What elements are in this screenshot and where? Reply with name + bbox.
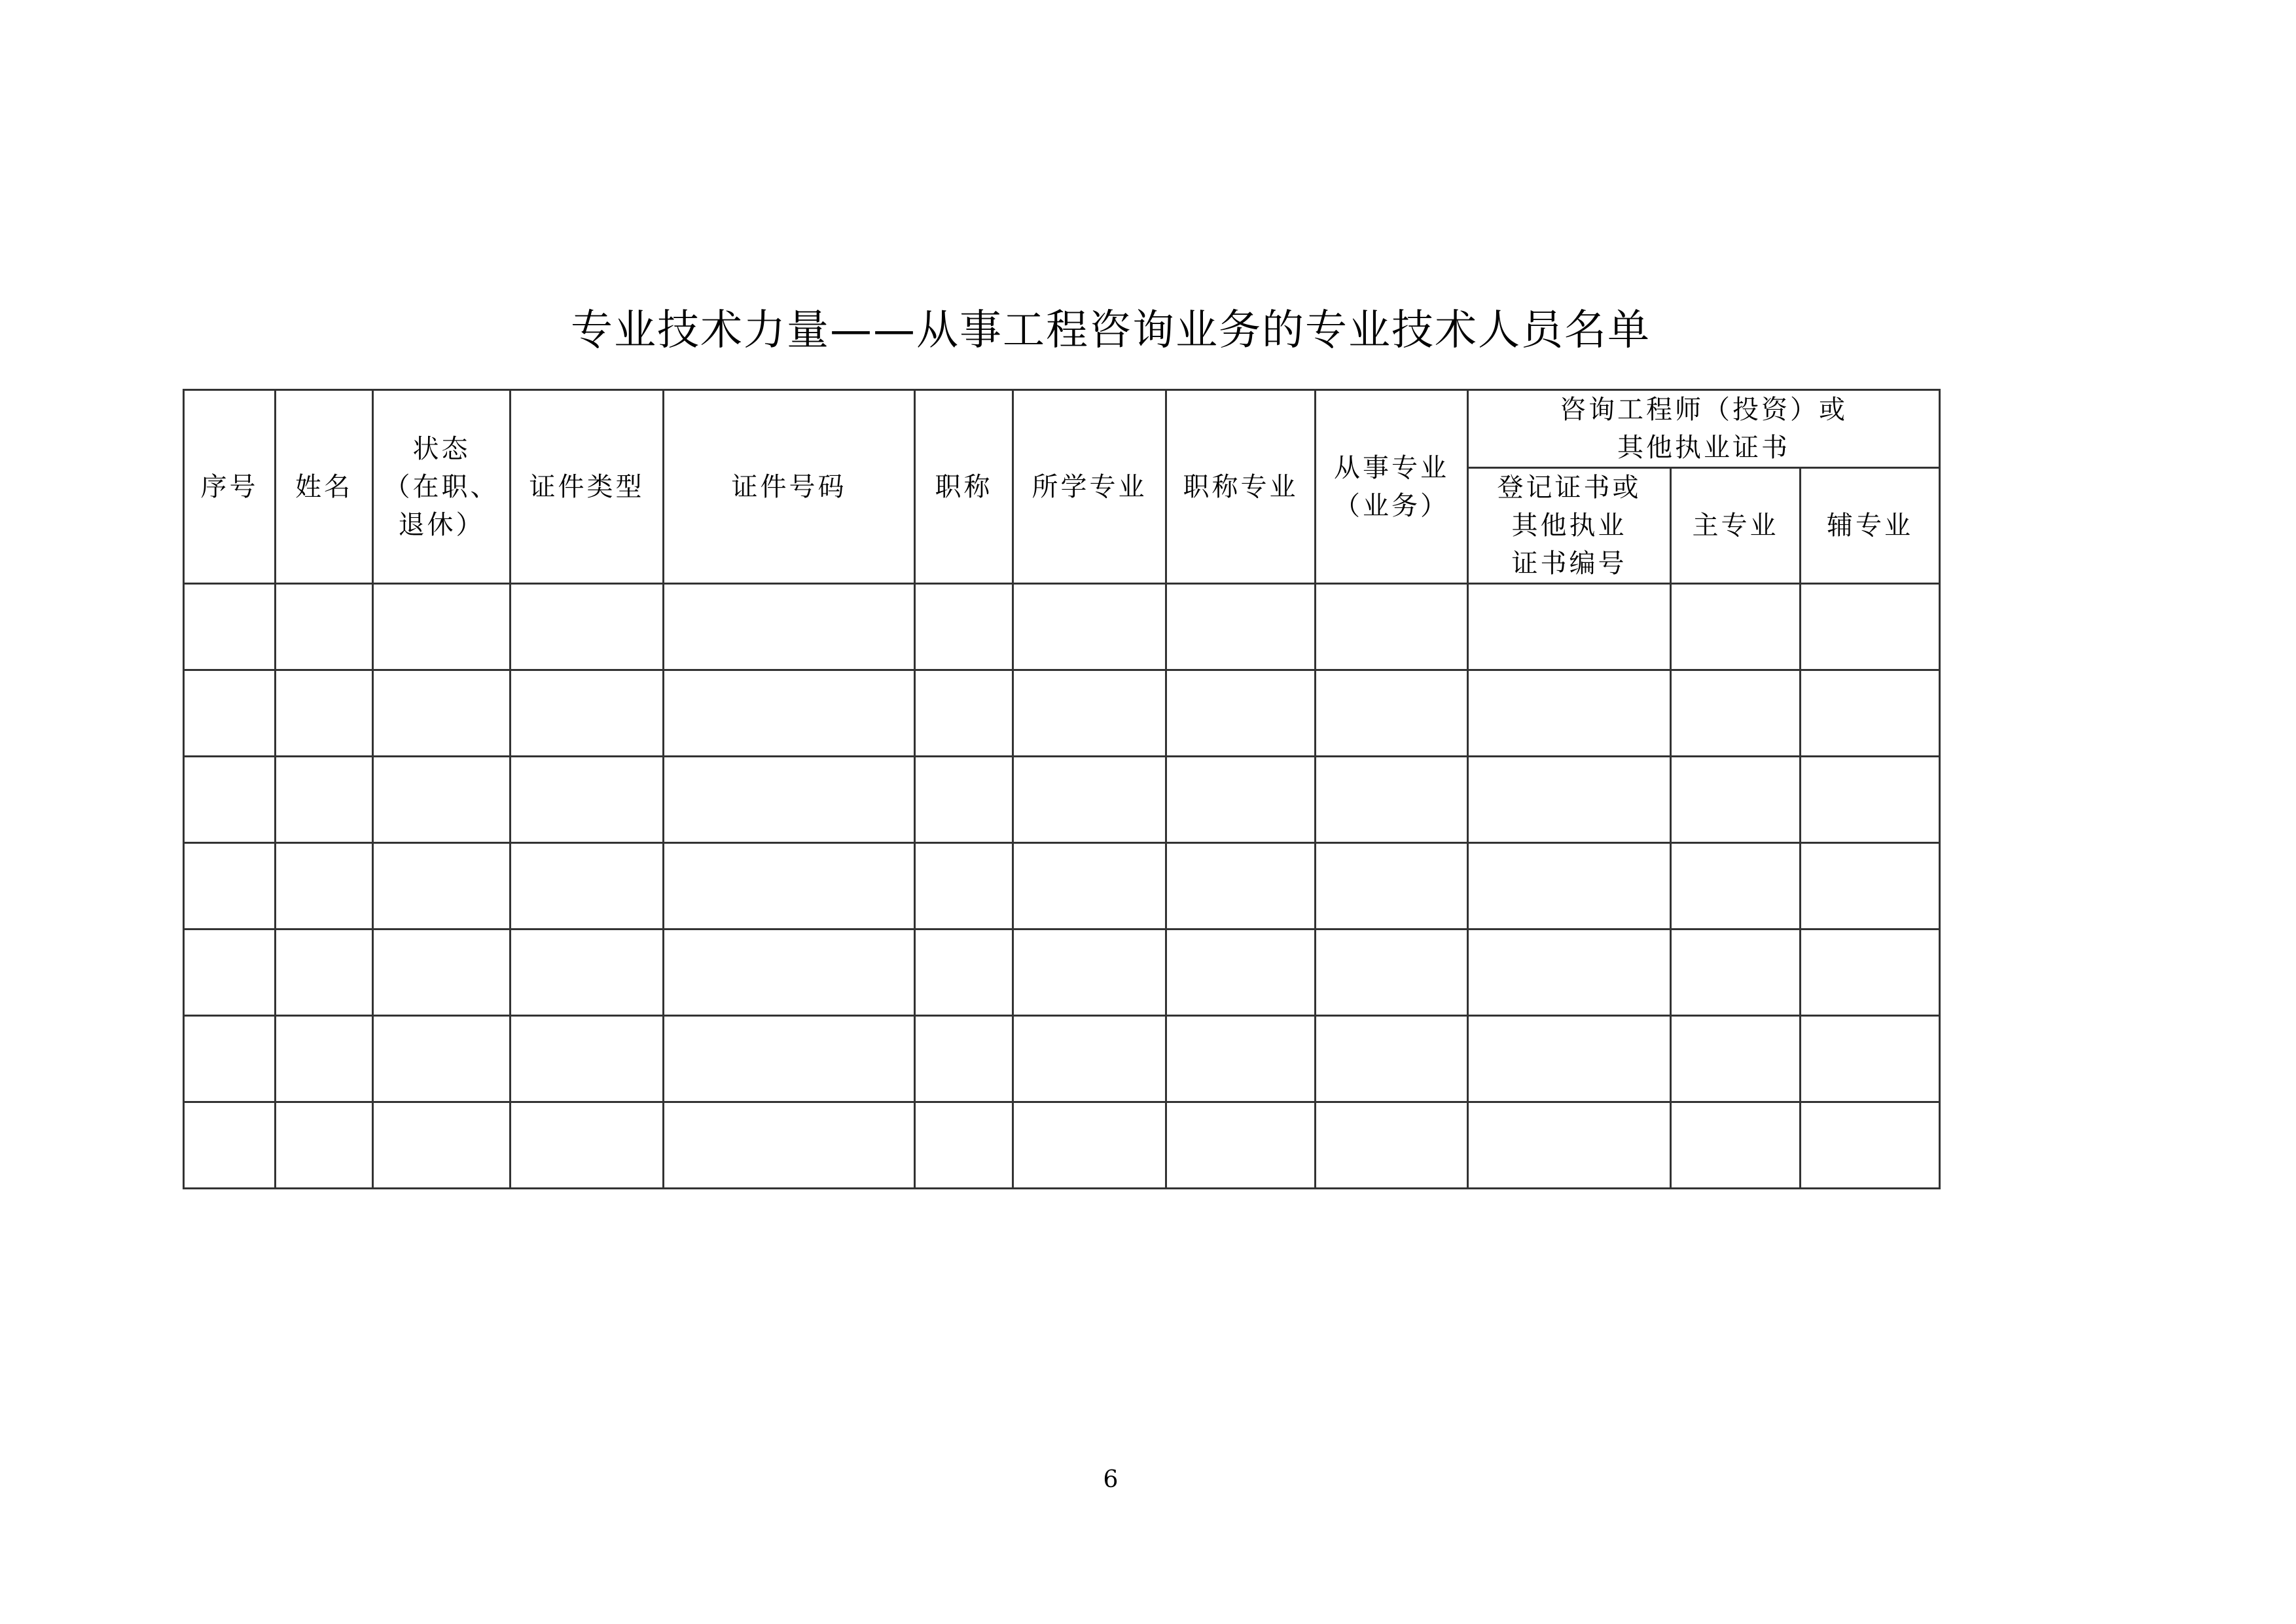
table-cell[interactable] — [1671, 1016, 1801, 1102]
table-cell[interactable] — [1013, 1016, 1166, 1102]
table-cell[interactable] — [1166, 1016, 1316, 1102]
header-practice-major-line: 从事专业 — [1334, 452, 1449, 483]
table-cell[interactable] — [184, 757, 276, 843]
table-cell[interactable] — [915, 757, 1013, 843]
table-cell[interactable] — [664, 757, 915, 843]
table-cell[interactable] — [915, 670, 1013, 757]
table-cell[interactable] — [1801, 843, 1940, 929]
table-cell[interactable] — [1468, 1102, 1671, 1189]
table-cell[interactable] — [184, 670, 276, 757]
table-cell[interactable] — [276, 670, 373, 757]
header-practice-major — [1316, 390, 1468, 584]
table-cell[interactable] — [184, 843, 276, 929]
page-title: 专业技术力量——从事工程咨询业务的专业技术人员名单 — [571, 306, 1651, 355]
table-cell[interactable] — [1013, 843, 1166, 929]
table-cell[interactable] — [1801, 1102, 1940, 1189]
table-cell[interactable] — [276, 757, 373, 843]
table-cell[interactable] — [276, 1102, 373, 1189]
table-cell[interactable] — [664, 670, 915, 757]
header-name: 姓名 — [276, 390, 373, 584]
table-cell[interactable] — [1013, 1102, 1166, 1189]
table-cell[interactable] — [1316, 584, 1468, 670]
table-cell[interactable] — [915, 1016, 1013, 1102]
header-id-number: 证件号码 — [664, 390, 915, 584]
table-cell[interactable] — [664, 843, 915, 929]
table-cell[interactable] — [1166, 1102, 1316, 1189]
table-cell[interactable] — [373, 670, 511, 757]
table-cell[interactable] — [276, 1016, 373, 1102]
table-row — [184, 670, 1940, 757]
table-cell[interactable] — [184, 929, 276, 1016]
table-row — [184, 1102, 1940, 1189]
header-cert-group — [1468, 390, 1940, 468]
table-cell[interactable] — [1801, 670, 1940, 757]
table-cell[interactable] — [915, 1102, 1013, 1189]
table-cell[interactable] — [184, 584, 276, 670]
table-cell[interactable] — [1801, 1016, 1940, 1102]
table-cell[interactable] — [1468, 1016, 1671, 1102]
table-cell[interactable] — [511, 843, 664, 929]
table-cell[interactable] — [1468, 757, 1671, 843]
table-cell[interactable] — [1013, 584, 1166, 670]
table-cell[interactable] — [1468, 843, 1671, 929]
table-cell[interactable] — [1316, 670, 1468, 757]
table-cell[interactable] — [184, 1016, 276, 1102]
table-cell[interactable] — [511, 1102, 664, 1189]
table-cell[interactable] — [1316, 757, 1468, 843]
header-cert-number-line: 证书编号 — [1511, 549, 1627, 579]
table-cell[interactable] — [915, 584, 1013, 670]
table-cell[interactable] — [664, 584, 915, 670]
table-cell[interactable] — [1671, 584, 1801, 670]
page-number: 6 — [1103, 1466, 1119, 1493]
table-cell[interactable] — [1671, 1102, 1801, 1189]
table-cell[interactable] — [1468, 584, 1671, 670]
header-title-major: 职称专业 — [1166, 390, 1316, 584]
table-row — [184, 929, 1940, 1016]
header-status-line: （在职、 — [384, 471, 499, 502]
table-cell[interactable] — [1671, 757, 1801, 843]
table-cell[interactable] — [373, 843, 511, 929]
table-cell[interactable] — [1316, 843, 1468, 929]
header-seq: 序号 — [184, 390, 276, 584]
table-cell[interactable] — [1468, 929, 1671, 1016]
table-cell[interactable] — [511, 584, 664, 670]
header-cert-number — [1468, 468, 1671, 584]
table-row — [184, 843, 1940, 929]
table-cell[interactable] — [1316, 1016, 1468, 1102]
table-cell[interactable] — [276, 843, 373, 929]
table-cell[interactable] — [373, 1016, 511, 1102]
table-cell[interactable] — [373, 929, 511, 1016]
header-row — [184, 390, 1940, 468]
header-major: 所学专业 — [1013, 390, 1166, 584]
table-cell[interactable] — [373, 1102, 511, 1189]
table-cell[interactable] — [664, 929, 915, 1016]
table-cell[interactable] — [1316, 929, 1468, 1016]
table-cell[interactable] — [276, 929, 373, 1016]
table-cell[interactable] — [373, 584, 511, 670]
table-cell[interactable] — [373, 757, 511, 843]
header-status — [373, 390, 511, 584]
table-cell[interactable] — [915, 843, 1013, 929]
header-practice-major-line: （业务） — [1334, 490, 1449, 521]
table-cell[interactable] — [184, 1102, 276, 1189]
table-cell[interactable] — [664, 1016, 915, 1102]
table-cell[interactable] — [511, 929, 664, 1016]
header-status-line: 退休） — [398, 509, 485, 540]
table-row — [184, 757, 1940, 843]
table-cell[interactable] — [276, 584, 373, 670]
header-title: 职称 — [915, 390, 1013, 584]
table-cell[interactable] — [1671, 843, 1801, 929]
header-cert-number-line: 登记证书或 — [1497, 473, 1641, 503]
header-sub-major: 辅专业 — [1801, 468, 1940, 584]
table-row — [184, 584, 1940, 670]
table-cell[interactable] — [1166, 584, 1316, 670]
table-cell[interactable] — [511, 757, 664, 843]
header-id-type: 证件类型 — [511, 390, 664, 584]
table-cell[interactable] — [1013, 757, 1166, 843]
header-cert-group-line: 其他执业证书 — [1617, 433, 1791, 463]
table-cell[interactable] — [1801, 757, 1940, 843]
table-cell[interactable] — [1316, 1102, 1468, 1189]
table-cell[interactable] — [1013, 929, 1166, 1016]
table-cell[interactable] — [664, 1102, 915, 1189]
table-cell[interactable] — [1801, 584, 1940, 670]
header-cert-number-line: 其他执业 — [1511, 511, 1627, 541]
personnel-table — [183, 389, 1941, 1189]
header-status-line: 状态 — [412, 433, 471, 464]
table-cell[interactable] — [1166, 757, 1316, 843]
table-cell[interactable] — [511, 670, 664, 757]
table-cell[interactable] — [1166, 929, 1316, 1016]
table-cell[interactable] — [511, 1016, 664, 1102]
table-cell[interactable] — [1166, 670, 1316, 757]
table-cell[interactable] — [1013, 670, 1166, 757]
table-row — [184, 1016, 1940, 1102]
header-main-major: 主专业 — [1671, 468, 1801, 584]
table-cell[interactable] — [1468, 670, 1671, 757]
table-cell[interactable] — [1671, 929, 1801, 1016]
header-cert-group-line: 咨询工程师（投资）或 — [1560, 395, 1848, 425]
table-cell[interactable] — [1671, 670, 1801, 757]
table-cell[interactable] — [915, 929, 1013, 1016]
table-cell[interactable] — [1801, 929, 1940, 1016]
table-cell[interactable] — [1166, 843, 1316, 929]
